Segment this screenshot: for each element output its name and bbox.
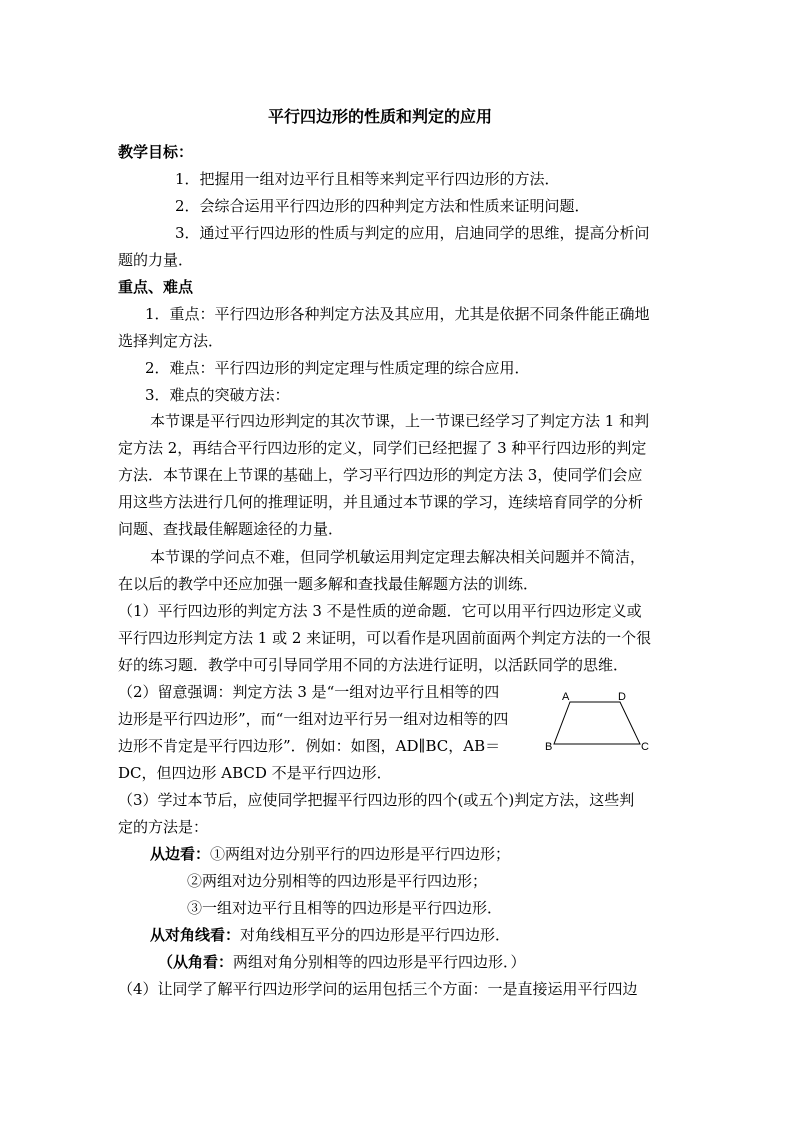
criteria-sides [150, 843, 510, 865]
paragraph-line: 本节课的学问点不难，但同学机敏运用判定定理去解决相关问题并不简洁， [150, 548, 646, 566]
criteria-diagonals-label: 从对角线看： [150, 926, 241, 944]
note-line: （1）平行四边形的判定方法 3 不是性质的逆命题．它可以用平行四边形定义或 [118, 602, 642, 620]
paragraph-line: 问题、查找最佳解题途径的力量． [118, 520, 344, 538]
paragraph-line: 定方法 2，再结合平行四边形的定义，同学们已经把握了 3 种平行四边形的判定 [118, 439, 647, 457]
criteria-angles-label: （从角看： [158, 953, 234, 971]
note-line: 定的方法是： [118, 818, 209, 836]
paragraph-line: 方法．本节课在上节课的基础上，学习平行四边形的判定方法 3，使同学们会应 [118, 466, 643, 484]
note-line: （4）让同学了解平行四边形学问的运用包括三个方面：一是直接运用平行四边 [118, 980, 638, 998]
page-title: 平行四边形的性质和判定的应用 [268, 107, 493, 126]
note-line: （3）学过本节后，应使同学把握平行四边形的四个(或五个)判定方法，这些判 [118, 791, 635, 809]
criteria-angles [158, 951, 526, 973]
key-point-item: 1．重点：平行四边形各种判定方法及其应用，尤其是依据不同条件能正确地 [145, 305, 650, 323]
vertex-label-d: D [618, 691, 626, 703]
criteria-diagonals [150, 924, 510, 946]
note-line: 边形不肯定是平行四边形”．例如：如图，AD∥BC，AB＝ [118, 737, 501, 755]
criteria-text: 两组对角分别相等的四边形是平行四边形．） [233, 953, 526, 971]
objective-item: 3．通过平行四边形的性质与判定的应用，启迪同学的思维，提高分析问 [175, 224, 650, 242]
criteria-sides-label: 从边看： [150, 845, 211, 863]
criteria-text: 对角线相互平分的四边形是平行四边形． [240, 926, 511, 944]
trapezoid-figure [540, 688, 660, 760]
note-line: 平行四边形判定方法 1 或 2 来证明，可以看作是巩固前面两个判定方法的一个很 [118, 629, 652, 647]
vertex-label-b: B [545, 741, 553, 753]
vertex-label-c: C [641, 741, 649, 753]
objective-item-continued: 题的力量． [118, 251, 194, 269]
criteria-text: ①两组对边分别平行的四边形是平行四边形； [210, 845, 511, 863]
key-point-item: 3．难点的突破方法： [145, 386, 290, 404]
note-line: 边形是平行四边形”，而“一组对边平行另一组对边相等的四 [118, 710, 509, 728]
key-point-item: 2．难点：平行四边形的判定定理与性质定理的综合应用． [145, 359, 530, 377]
note-line: DC，但四边形 ABCD 不是平行四边形． [118, 764, 392, 782]
objective-item: 1．把握用一组对边平行且相等来判定平行四边形的方法． [175, 170, 560, 188]
paragraph-line: 用这些方法进行几何的推理证明，并且通过本节课的学习，连续培育同学的分析 [118, 493, 644, 511]
note-line: 好的练习题．教学中可引导同学用不同的方法进行证明，以活跃同学的思维． [118, 656, 629, 674]
objective-item: 2．会综合运用平行四边形的四种判定方法和性质来证明问题． [175, 197, 590, 215]
trapezoid-shape [554, 702, 640, 744]
note-line: （2）留意强调：判定方法 3 是“一组对边平行且相等的四 [118, 683, 500, 701]
paragraph-line: 本节课是平行四边形判定的其次节课，上一节课已经学习了判定方法 1 和判 [150, 412, 650, 430]
key-point-item-continued: 选择判定方法． [118, 332, 224, 350]
criteria-text: ③一组对边平行且相等的四边形是平行四边形． [187, 899, 503, 917]
paragraph-line: 在以后的教学中还应加强一题多解和查找最佳解题方法的训练． [118, 575, 539, 593]
objectives-heading: 教学目标： [118, 143, 194, 161]
criteria-text: ②两组对边分别相等的四边形是平行四边形； [187, 872, 488, 890]
key-points-heading: 重点、难点 [118, 278, 194, 296]
vertex-label-a: A [562, 691, 570, 703]
